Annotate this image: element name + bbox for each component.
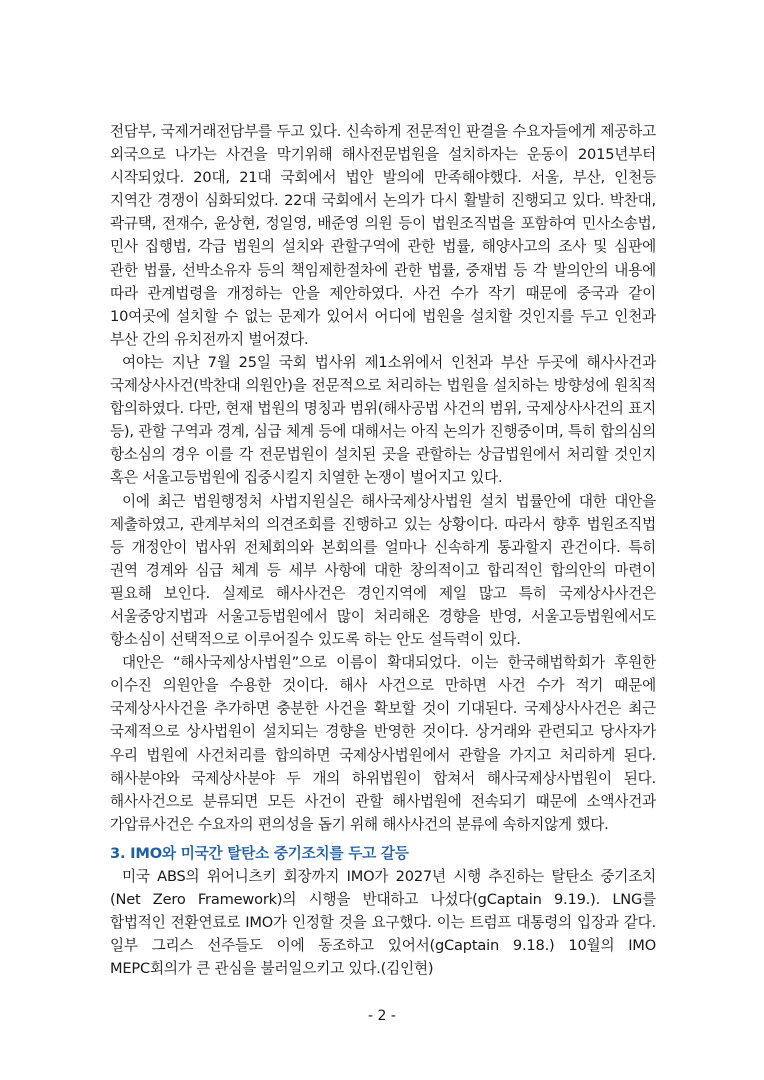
section-paragraph: 미국 ABS의 위어니츠키 회장까지 IMO가 2027년 시행 추진하는 탈탄소 중기조치(Net Zero Framework)의 시행을 반대하고 나섰다(gCaptain 9.19.). LNG를 합법적인 전환연료로 IMO가 인정할 것을 요구했다. 이는 트럼프 대통령의 입장과 같다. 일부 그리스 선주들도 이에 동조하고 있어서(gCaptain 9.18.) 10월의 IMO MEPC회의가 큰 관심을 불러일으키고 있다.(김인현) [110, 868, 656, 978]
body-paragraph-4: 대안은 “해사국제상사법원”으로 이름이 확대되었다. 이는 한국해법학회가 후원한 이수진 의원안을 수용한 것이다. 해사 사건으로 만하면 사건 수가 적기 때문에 국제상사사건을 추가하면 충분한 사건을 확보할 것이 기대된다. 국제상사사건은 최근 국제적으로 상사법원이 설치되는 경향을 반영한 것이다. 상거래와 관련되고 당사자가 우리 법원에 사건처리를 합의하면 국제상사법원에서 관할을 가지고 처리하게 된다. 해사분야와 국제상사분야 두 개의 하위법원이 합쳐서 해사국제상사법원이 된다. 해사사건으로 분류되면 모든 사건이 관할 해사법원에 전속되기 때문에 소액사건과 가압류사건은 수요자의 편의성을 돕기 위해 해사사건의 분류에 속하지않게 했다. [110, 654, 656, 833]
body-paragraph-1: 전담부, 국제거래전담부를 두고 있다. 신속하게 전문적인 판결을 수요자들에게 제공하고 외국으로 나가는 사건을 막기위해 해사전문법원을 설치하자는 운동이 2015년부터 시작되었다. 20대, 21대 국회에서 법안 발의에 만족해야했다. 서울, 부산, 인천등 지역간 경쟁이 심화되었다. 22대 국회에서 논의가 다시 활발히 진행되고 있다. 박찬대, 곽규택, 전재수, 윤상현, 정일영, 배준영 의원 등이 법원조직법을 포함하여 민사소송법, 민사 집행법, 각급 법원의 설치와 관할구역에 관한 법률, 해양사고의 조사 및 심판에 관한 법률, 선박소유자 등의 책임제한절차에 관한 법률, 중재법 등 각 발의안의 내용에 따라 관계법령을 개정하는 안을 제안하였다. 사건 수가 작기 때문에 중국과 같이 10여곳에 설치할 수 없는 문제가 있어서 어디에 법원을 설치할 것인지를 두고 인천과 부산 간의 유치전까지 벌어졌다. [110, 123, 656, 348]
body-paragraph-2: 여야는 지난 7월 25일 국회 법사위 제1소위에서 인천과 부산 두곳에 해사사건과 국제상사사건(박찬대 의원안)을 전문적으로 처리하는 법원을 설치하는 방향성에 원칙적 합의하였다. 다만, 현재 법원의 명칭과 범위(해사공법 사건의 범위, 국제상사사건의 표지 등), 관할 구역과 경계, 심급 체계 등에 대해서는 아직 논의가 진행중이며, 특히 합의심의 항소심의 경우 이를 각 전문법원이 설치된 곳을 관할하는 상급법원에서 처리할 것인지 혹은 서울고등법원에 집중시킬지 치열한 논쟁이 벌어지고 있다. [110, 353, 656, 487]
document-body [110, 120, 656, 980]
page-number: - 2 - [368, 1008, 396, 1024]
body-paragraph-3: 이에 최근 법원행정처 사법지원실은 해사국제상사법원 설치 법률안에 대한 대안을 제출하였고, 관계부처의 의견조회를 진행하고 있는 상황이다. 따라서 향후 법원조직법 등 개정안이 법사위 전체회의와 본회의를 얼마나 신속하게 통과할지 관건이다. 특히 권역 경계와 심급 체계 등 세부 사항에 대한 창의적이고 합리적인 합의안의 마련이 필요해 보인다. 실제로 해사사건은 경인지역에 제일 많고 특히 국제상사사건은 서울중앙지법과 서울고등법원에서 많이 처리해온 경향을 반영, 서울고등법원에서도 항소심이 선택적으로 이루어질수 있도록 하는 안도 설득력이 있다. [110, 492, 656, 649]
section-heading: 3. IMO와 미국간 탈탄소 중기조치를 두고 갈등 [110, 844, 409, 862]
